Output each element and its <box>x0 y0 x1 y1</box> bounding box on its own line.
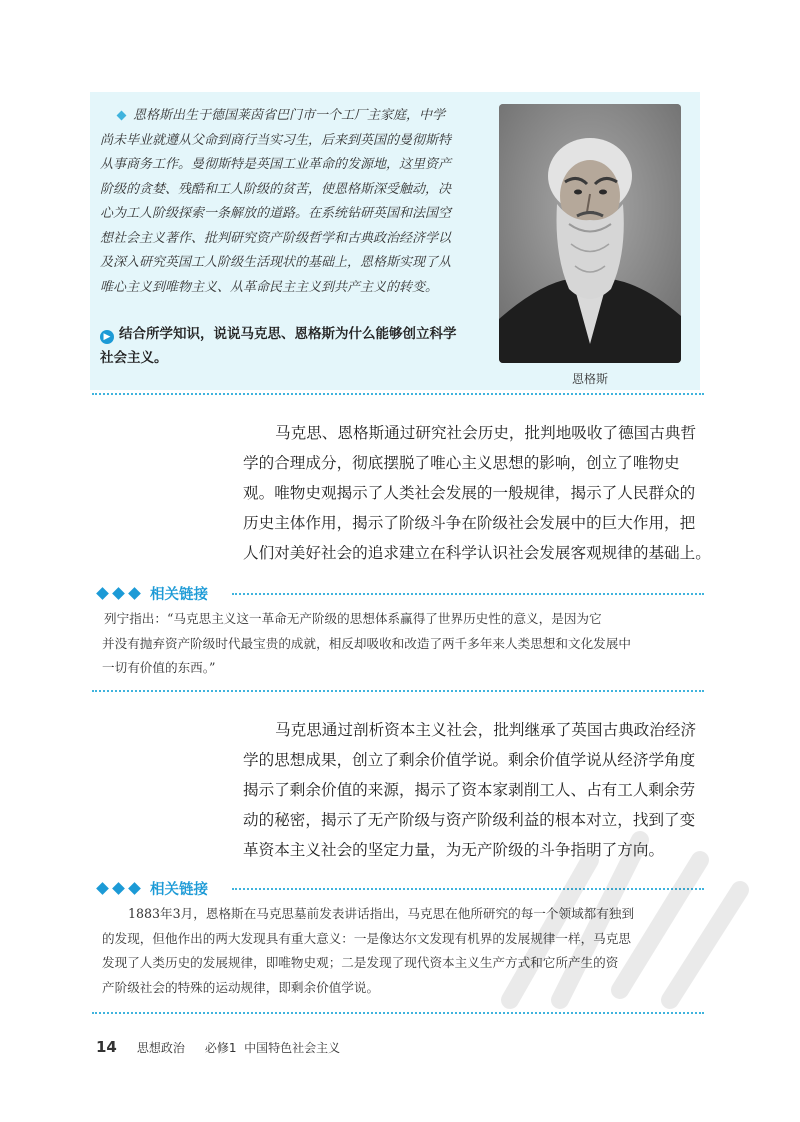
engels-portrait <box>499 104 681 363</box>
divider <box>92 1012 704 1014</box>
related-link-header <box>98 878 208 898</box>
book-title: 思想政治 <box>136 1041 185 1055</box>
body-paragraph-surplus-value: 马克思通过剖析资本主义社会，批判继承了英国古典政治经济 学的思想成果，创立了剩余价值学说。剩余价值学说从经济学角度 揭示了剩余价值的来源，揭示了资本家剥削工人、占有工人剩余劳 动的秘密，揭示了无产阶级与资产阶级利益的根本对立，找到了变 革资本主义社会的坚定力量，为无产阶级的斗争指明了方向。 <box>243 721 697 859</box>
divider <box>232 888 704 890</box>
info-line: 恩格斯出生于德国莱茵省巴门市一个工厂主家庭，中学 <box>100 104 484 129</box>
book-volume: 必修1 中国特色社会主义 <box>204 1041 341 1055</box>
related-link-text-engels-speech: 1883年3月，恩格斯在马克思墓前发表讲话指出，马克思在他所研究的每一个领域都有独到 的发现，但他作出的两大发现具有重大意义：一是像达尔文发现有机界的发展规律一样，马克思 发现了人类历史的发展规律，即唯物史观；二是发现了现代资本主义生产方式和它所产生的资 产阶级社会的特殊的运动规律，即剩余价值学说。 <box>102 906 635 995</box>
diamond-icon <box>96 587 109 600</box>
diamond-icon <box>128 882 141 895</box>
related-link-title: 相关链接 <box>150 586 208 603</box>
info-box-text <box>100 104 484 300</box>
related-link-title: 相关链接 <box>150 881 208 898</box>
page-number: 14 <box>96 1038 117 1056</box>
related-link-text-lenin: 列宁指出：“马克思主义这一革命无产阶级的思想体系赢得了世界历史性的意义，是因为它 并没有抛弃资产阶级时代最宝贵的成就，相反却吸收和改造了两千多年来人类思想和文化发展中 一切有价值的东西。” <box>102 611 631 675</box>
portrait-caption: 恩格斯 <box>571 372 608 386</box>
diamond-icon <box>128 587 141 600</box>
divider <box>232 593 704 595</box>
info-line: 从事商务工作。曼彻斯特是英国工业革命的发源地，这里资产 <box>100 157 452 172</box>
info-line: 想社会主义著作、批判研究资产阶级哲学和古典政治经济学以 <box>100 230 452 246</box>
diamond-bullet-icon <box>117 110 127 120</box>
portrait-image <box>499 104 681 363</box>
arrow-right-icon: ▶ <box>100 330 114 344</box>
related-link-header <box>98 583 208 603</box>
divider <box>92 690 704 692</box>
page-footer <box>96 1038 340 1056</box>
divider <box>92 393 704 395</box>
discussion-question: ▶ 结合所学知识，说说马克思、恩格斯为什么能够创立科学 社会主义。 <box>100 326 457 366</box>
info-line: 唯心主义到唯物主义、从革命民主主义到共产主义的转变。 <box>100 279 439 295</box>
diamond-icon <box>96 882 109 895</box>
info-line: 尚未毕业就遵从父命到商行当实习生，后来到英国的曼彻斯特 <box>100 132 452 148</box>
diamond-icon <box>112 882 125 895</box>
diamond-icon <box>112 587 125 600</box>
body-paragraph-historical-materialism: 马克思、恩格斯通过研究社会历史，批判地吸收了德国古典哲 学的合理成分，彻底摆脱了唯心主义思想的影响，创立了唯物史 观。唯物史观揭示了人类社会发展的一般规律，揭示了人民群众的 历史主体作用，揭示了阶级斗争在阶级社会发展中的巨大作用，把 人们对美好社会的追求建立在科学认识社会发展客观规律的基础上。 <box>243 424 711 562</box>
info-line: 阶级的贪婪、残酷和工人阶级的贫苦，使恩格斯深受触动，决 <box>100 181 452 197</box>
info-line: 及深入研究英国工人阶级生活现状的基础上，恩格斯实现了从 <box>100 255 452 270</box>
info-line: 心为工人阶级探索一条解放的道路。在系统钻研英国和法国空 <box>100 206 452 221</box>
